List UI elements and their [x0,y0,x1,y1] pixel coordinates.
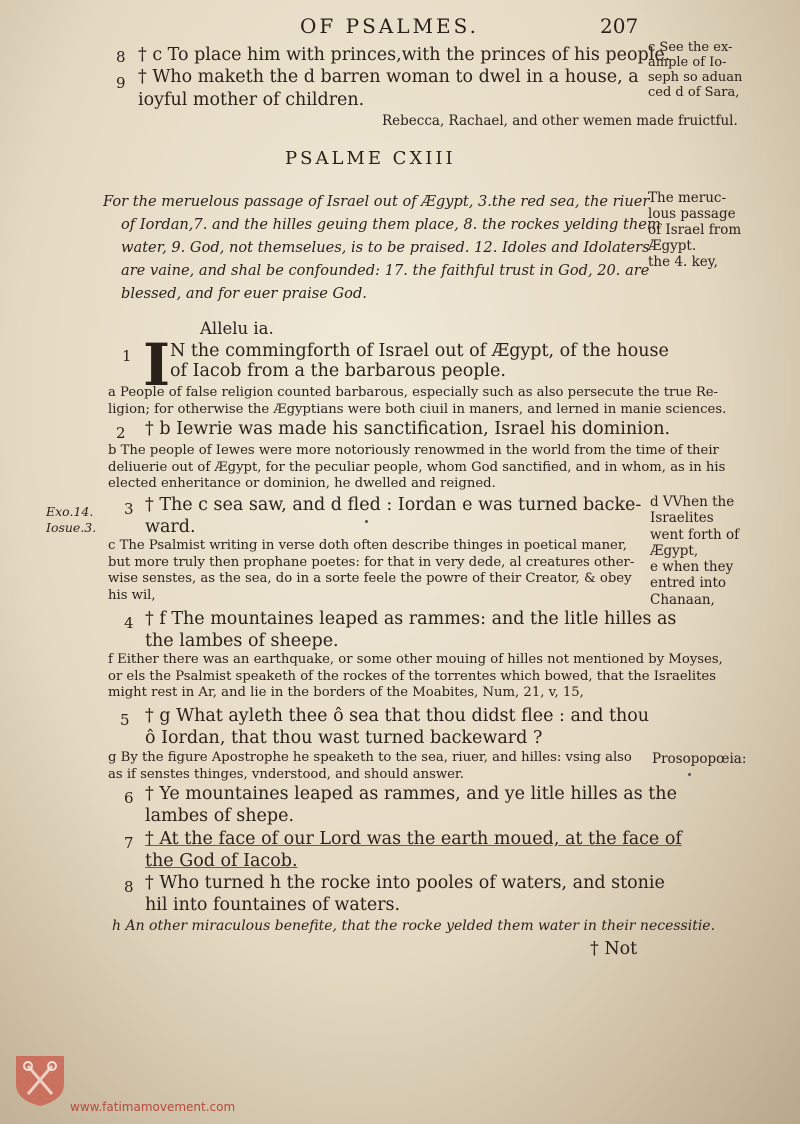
note-line: a People of false religion counted barbarous, especially such as also persecute the true Re- [108,385,719,400]
note-line: b The people of Iewes were more notoriously renowmed in the world from the time of their [108,443,719,458]
verse-number: 4 [124,614,134,632]
note-line: c The Psalmist writing in verse doth often describe thinges in poetical maner, [108,538,627,553]
page-number: 207 [600,14,639,38]
note-line: but more truly then prophane poetes: for that in very dede, al creatures other- [108,554,635,570]
verse-text: the lambes of sheepe. [145,631,339,651]
drop-cap: I [143,331,171,399]
note-line: elected enheritance or dominion, he dwelled and reigned. [108,476,496,492]
note-line: f Either there was an earthquake, or some other mouing of hilles not mentioned by Moyses, [108,652,723,667]
verse-text: hil into fountaines of waters. [145,895,401,915]
alleluia: Allelu ia. [200,319,274,338]
papal-keys-emblem-icon [12,1052,68,1108]
scripture-reference: Iosue.3. [46,520,97,535]
annotation-g [108,750,632,783]
psalm-argument [103,190,661,305]
note-line: as if senstes thinges, vnderstood, and should answer. [108,766,464,782]
verse-text: lambes of shepe. [145,806,295,826]
verse-number: 1 [122,347,132,365]
margin-note-continuation: Rebecca, Rachael, and other wemen made fruictful. [382,113,738,129]
scripture-reference: Exo.14. [46,504,94,519]
note-line: wise senstes, as the sea, do in a sorte feele the powre of their Creator, & obey [108,571,632,587]
note-line: might rest in Ar, and lie in the borders of the Moabites, Num, 21, v, 15, [108,685,584,701]
running-title: OF PSALMES. [300,14,479,38]
note-line: his wil, [108,587,156,603]
verse-number: 9 [116,74,126,92]
verse-number: 3 [124,500,134,518]
watermark-url: www.fatimamovement.com [70,1100,236,1114]
verse-text: † Who maketh the d barren woman to dwel in a house, a [138,67,639,87]
verse-text: ô Iordan, that thou wast turned backeward ? [145,728,543,748]
verse-number: 7 [124,834,134,852]
verse-number: 8 [116,48,126,66]
argument-line: water, 9. God, not themselues, is to be praised. 12. Idoles and Idolaters [121,239,650,256]
note-line: ligion; for otherwise the Ægyptians were both ciuil in maners, and lerned in manie sciences. [108,401,727,417]
margin-note: c See the ex- ample of Io- seph so aduan ced d of Sara, [648,40,743,100]
psalm-title: PSALME CXIII [285,148,456,169]
argument-line: For the meruelous passage of Israel out of Ægypt, 3.the red sea, the riuer [103,193,650,210]
verse-text: ioyful mother of children. [138,90,365,110]
catchword: † Not [590,939,638,959]
argument-line: are vaine, and shal be confounded: 17. the faithful trust in God, 20. are [121,262,650,279]
verse-text: N the commingforth of Israel out of Ægypt, of the house [170,341,669,361]
margin-note: d VVhen the Israelites went forth of Ægypt, e when they entred into Chanaan, [650,494,740,608]
note-line: g By the figure Apostrophe he speaketh to the sea, riuer, and hilles: vsing also [108,750,632,765]
annotation-a [108,385,726,418]
ink-speck [688,773,691,776]
verse-text: ward. [145,517,196,537]
verse-text: of Iacob from a the barbarous people. [170,361,506,381]
note-line: deliuerie out of Ægypt, for the peculiar people, whom God sanctified, and in whom, as in his [108,459,726,475]
verse-text: the God of Iacob. [145,851,298,871]
verse-text: † At the face of our Lord was the earth moued, at the face of [145,829,682,849]
argument-line: of Iordan,7. and the hilles geuing them place, 8. the rockes yelding them [121,216,661,233]
verse-text: † c To place him with princes,with the princes of his people. [138,45,671,65]
annotation-f [108,652,723,702]
verse-text: † f The mountaines leaped as rammes: and the litle hilles as [145,609,677,629]
note-line: or els the Psalmist speaketh of the rockes of the torrentes which bowed, that the Israelites [108,668,716,684]
verse-text: † Who turned h the rocke into pooles of waters, and stonie [145,873,665,893]
margin-note: Prosopopœia: [652,751,747,767]
verse-number: 6 [124,789,134,807]
verse-number: 5 [120,711,130,729]
verse-number: 2 [116,424,126,442]
argument-line: blessed, and for euer praise God. [121,285,367,302]
verse-text: † g What ayleth thee ô sea that thou didst flee : and thou [145,706,650,726]
verse-text: † Ye mountaines leaped as rammes, and ye litle hilles as the [145,784,677,804]
verse-text: † The c sea saw, and d fled : Iordan e was turned backe- [145,495,642,515]
annotation-b [108,443,725,493]
ink-speck [365,520,368,523]
annotation-c [108,538,634,604]
verse-text: † b Iewrie was made his sanctification, Israel his dominion. [145,419,671,439]
verse-number: 8 [124,878,134,896]
argument-margin-note: The meruc- lous passage of Israel from Ægypt. the 4. key, [648,190,742,270]
annotation-h: h An other miraculous benefite, that the rocke yelded them water in their necessitie. [112,918,716,934]
